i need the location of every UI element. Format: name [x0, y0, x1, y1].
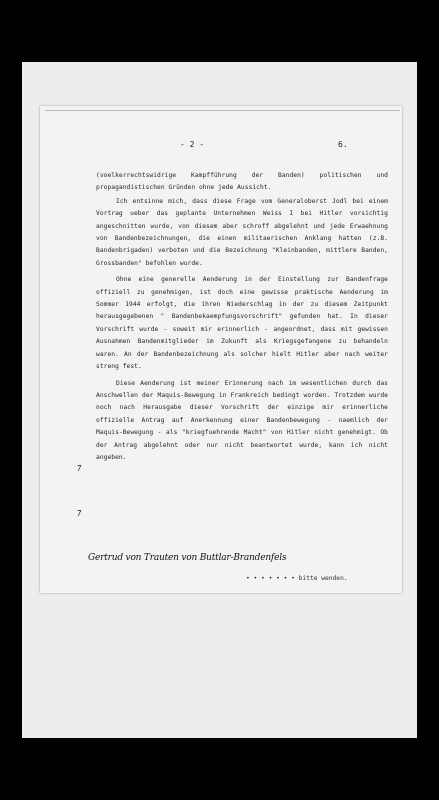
sheet-number: 6.	[338, 140, 348, 149]
page-header	[40, 140, 402, 152]
page-number: - 2 -	[180, 140, 205, 149]
paragraph-3: Ohne eine generelle Aenderung in der Einstellung zur Bandenfrage offiziell zu genehmigen, ist doch eine gewisse praktische Aenderung im Sommer 1944 erfolgt, die ihren Niederschlag in der zu diesem Zeitpunkt herausgegebenen " Bandenbekaempfungsvorschrift" gefunden hat. In dieser Vorschrift wurde - soweit mir erinnerlich - angeordnet, dass mit gewissen Ausnahmen Bandenmitglieder im Zukunft als Kriegsgefangene zu behandeln waren. An der Bandenbezeichnung als solcher hielt Hitler aber nach weiter streng fest.	[96, 276, 388, 371]
handwritten-signature: Gertrud von Trauten von Buttlar-Brandenfels	[88, 553, 287, 563]
page-top-edge	[45, 110, 400, 111]
paragraph-4: Diese Aenderung ist meiner Erinnerung nach im wesentlichen durch das Anschwellen der Maquis-Bewegung in Frankreich bedingt worden. Trotzdem wurde noch nach Herausgabe dieser Vorschrift der einzige mir erinnerliche offizielle Antrag auf Anerkennung einer Bandenbewegung - naemlich der Maquis-Bewegung - als "kriegfuehrende Macht" von Hitler nicht genehmigt. Ob der Antrag abgelehnt oder nur nicht beantwortet wurde, kann ich nicht angeben.	[96, 379, 388, 461]
margin-annotation-2: ⁊	[76, 508, 81, 518]
paragraph-1: (voelkerrechtswidrige Kampfführung der Banden) politischen und propagandistischen Gründen ohne jede Aussicht.	[96, 172, 388, 192]
margin-annotation-1: ⁊	[76, 463, 81, 473]
page-turn-note: • • • • • • • bitte wenden.	[246, 575, 348, 582]
paragraph-2: Ich entsinne mich, dass diese Frage vom Generaloberst Jodl bei einem Vortrag ueber das geplante Unternehmen Weiss I bei Hitler vorsichtig angeschnitten wurde, von diesem aber schroff abgelehnt und jede Erwaehnung von Bandenbezeichnungen, die einen militaerischen Anklang hatten (z.B. Bandenbrigaden) verboten und die Bezeichnung "Kleinbanden, mittlere Banden, Grossbanden" befohlen wurde.	[96, 197, 388, 267]
document-body	[96, 170, 388, 464]
